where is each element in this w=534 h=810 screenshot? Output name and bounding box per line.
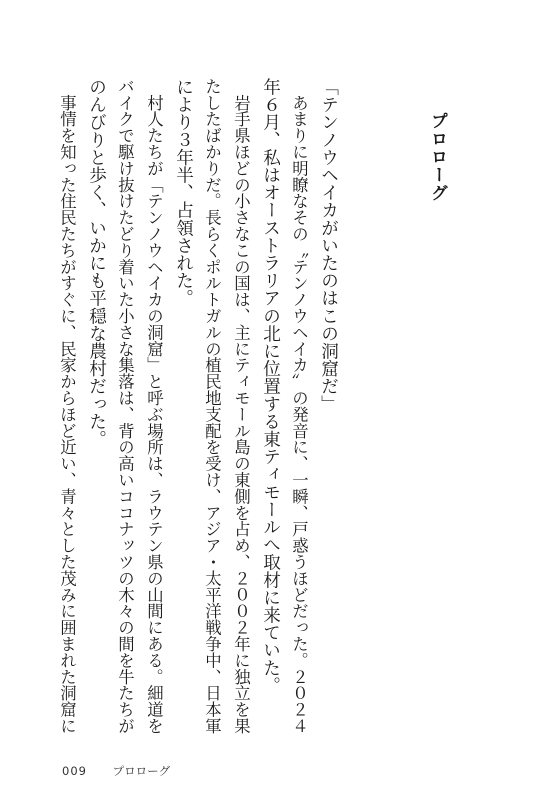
text-column: たしたばかりだ。長らくポルトガルの植民地支配を受け、アジア・太平洋戦争中、日本軍 xyxy=(202,78,222,734)
text-column: により３年半、占領された。 xyxy=(173,78,194,307)
text-column: 「テンノウヘイカがいたのはこの洞窟だ」 xyxy=(318,78,339,413)
text-column: 岩手県ほどの小さなこの国は、主にティモール島の東側を占め、２００２年に独立を果 xyxy=(231,78,251,734)
text-column: あまりに明瞭なその〝テンノウヘイカ〟の発音に、一瞬、戸惑うほどだった。２０２４ xyxy=(289,78,309,734)
text-column: バイクで駆け抜けたどり着いた小さな集落は、背の高いココナッツの木々の間を牛たちが xyxy=(115,78,135,734)
chapter-heading: プロローグ xyxy=(427,112,447,202)
text-column: 年６月、私はオーストラリアの北に位置する東ティモールへ取材に来ていた。 xyxy=(260,78,281,694)
page-footer xyxy=(62,763,170,779)
running-title: プロローグ xyxy=(112,764,171,778)
page-number: 009 xyxy=(62,764,87,778)
text-column: のんびりと歩く、いかにも平穏な農村だった。 xyxy=(86,78,107,448)
body-text xyxy=(0,62,534,752)
text-column: 事情を知った住民たちがすぐに、民家からほど近い、青々とした茂みに囲まれた洞窟に xyxy=(57,78,77,734)
text-column: 村人たちが「テンノウヘイカの洞窟」と呼ぶ場所は、ラウテン県の山間にある。細道を xyxy=(144,78,164,734)
